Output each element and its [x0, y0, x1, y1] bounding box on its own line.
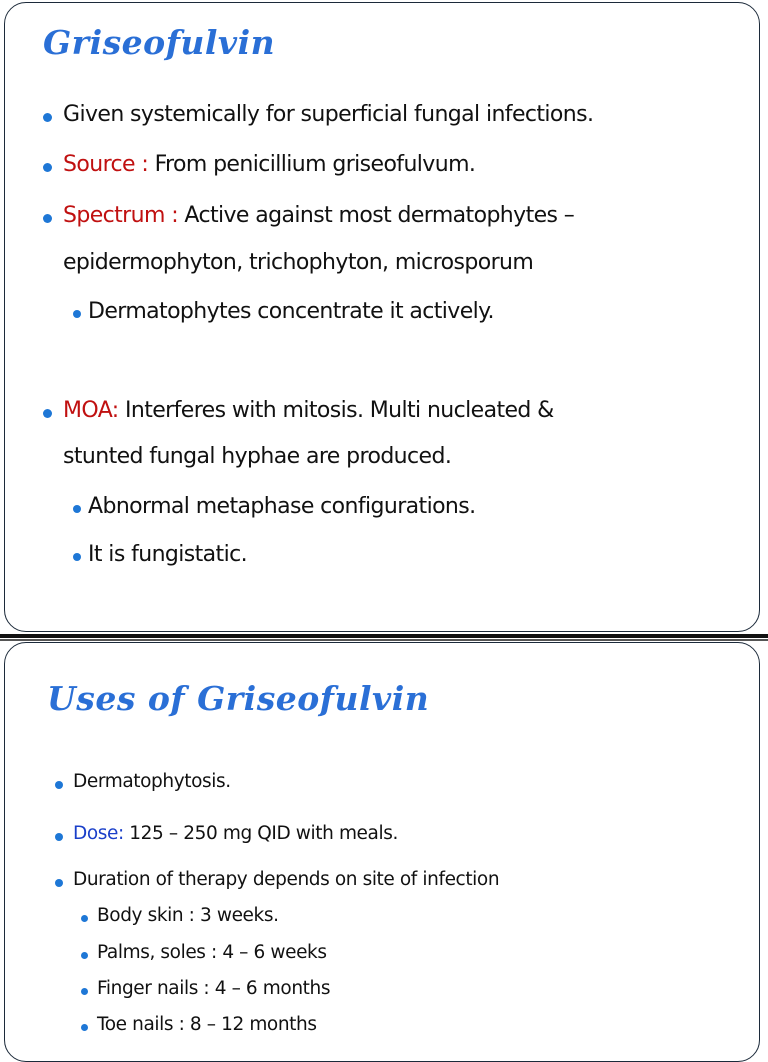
sub-bullet-icon: [81, 988, 88, 995]
bullet-icon: [43, 163, 52, 172]
slide2-sub-palms-soles: Palms, soles : 4 – 6 weeks: [97, 942, 327, 963]
sub-bullet-icon: [81, 915, 88, 922]
slide1-bullet-source: [63, 152, 475, 177]
slide1-sub-dermatophytes: Dermatophytes concentrate it actively.: [88, 299, 494, 324]
slide2-title: Uses of Griseofulvin: [47, 679, 430, 718]
slide1-sub-fungistatic: It is fungistatic.: [88, 542, 247, 567]
slide2-bullet-dermatophytosis: Dermatophytosis.: [73, 771, 231, 792]
spectrum-label: Spectrum :: [63, 203, 179, 228]
sub-bullet-icon: [73, 310, 81, 318]
slide1-spectrum-line2: epidermophyton, trichophyton, microsporum: [63, 250, 534, 275]
slide2-sub-toe-nails: Toe nails : 8 – 12 months: [97, 1014, 317, 1035]
slide1-title: Griseofulvin: [43, 23, 276, 62]
slide2-bullet-dose: [73, 823, 398, 844]
slide1-moa-line2: stunted fungal hyphae are produced.: [63, 444, 452, 469]
bullet-icon: [43, 409, 52, 418]
slide-uses-of-griseofulvin: [4, 642, 760, 1062]
slide1-bullet-moa: [63, 398, 554, 423]
bullet-icon: [55, 781, 63, 789]
sub-bullet-icon: [73, 553, 81, 561]
spectrum-text: Active against most dermatophytes –: [178, 203, 575, 228]
sub-bullet-icon: [73, 505, 81, 513]
slide-divider-thin: [0, 639, 768, 641]
bullet-icon: [43, 113, 52, 122]
dose-text: 125 – 250 mg QID with meals.: [123, 823, 398, 844]
moa-label: MOA:: [63, 398, 119, 423]
dose-label: Dose:: [73, 823, 124, 844]
slide2-sub-body-skin: Body skin : 3 weeks.: [97, 905, 279, 926]
slide-divider: [0, 634, 768, 638]
source-label: Source :: [63, 152, 149, 177]
sub-bullet-icon: [81, 952, 88, 959]
bullet-icon: [55, 879, 63, 887]
slide2-sub-finger-nails: Finger nails : 4 – 6 months: [97, 978, 331, 999]
sub-bullet-icon: [81, 1024, 88, 1031]
slide-griseofulvin: [4, 2, 760, 632]
slide1-bullet-given: Given systemically for superficial fungal infections.: [63, 102, 594, 127]
bullet-icon: [55, 833, 63, 841]
slide1-bullet-spectrum: [63, 203, 574, 228]
source-text: From penicillium griseofulvum.: [148, 152, 476, 177]
bullet-icon: [43, 214, 52, 223]
slide1-sub-metaphase: Abnormal metaphase configurations.: [88, 494, 476, 519]
slide2-bullet-duration: Duration of therapy depends on site of infection: [73, 869, 500, 890]
moa-text: Interferes with mitosis. Multi nucleated &: [118, 398, 554, 423]
